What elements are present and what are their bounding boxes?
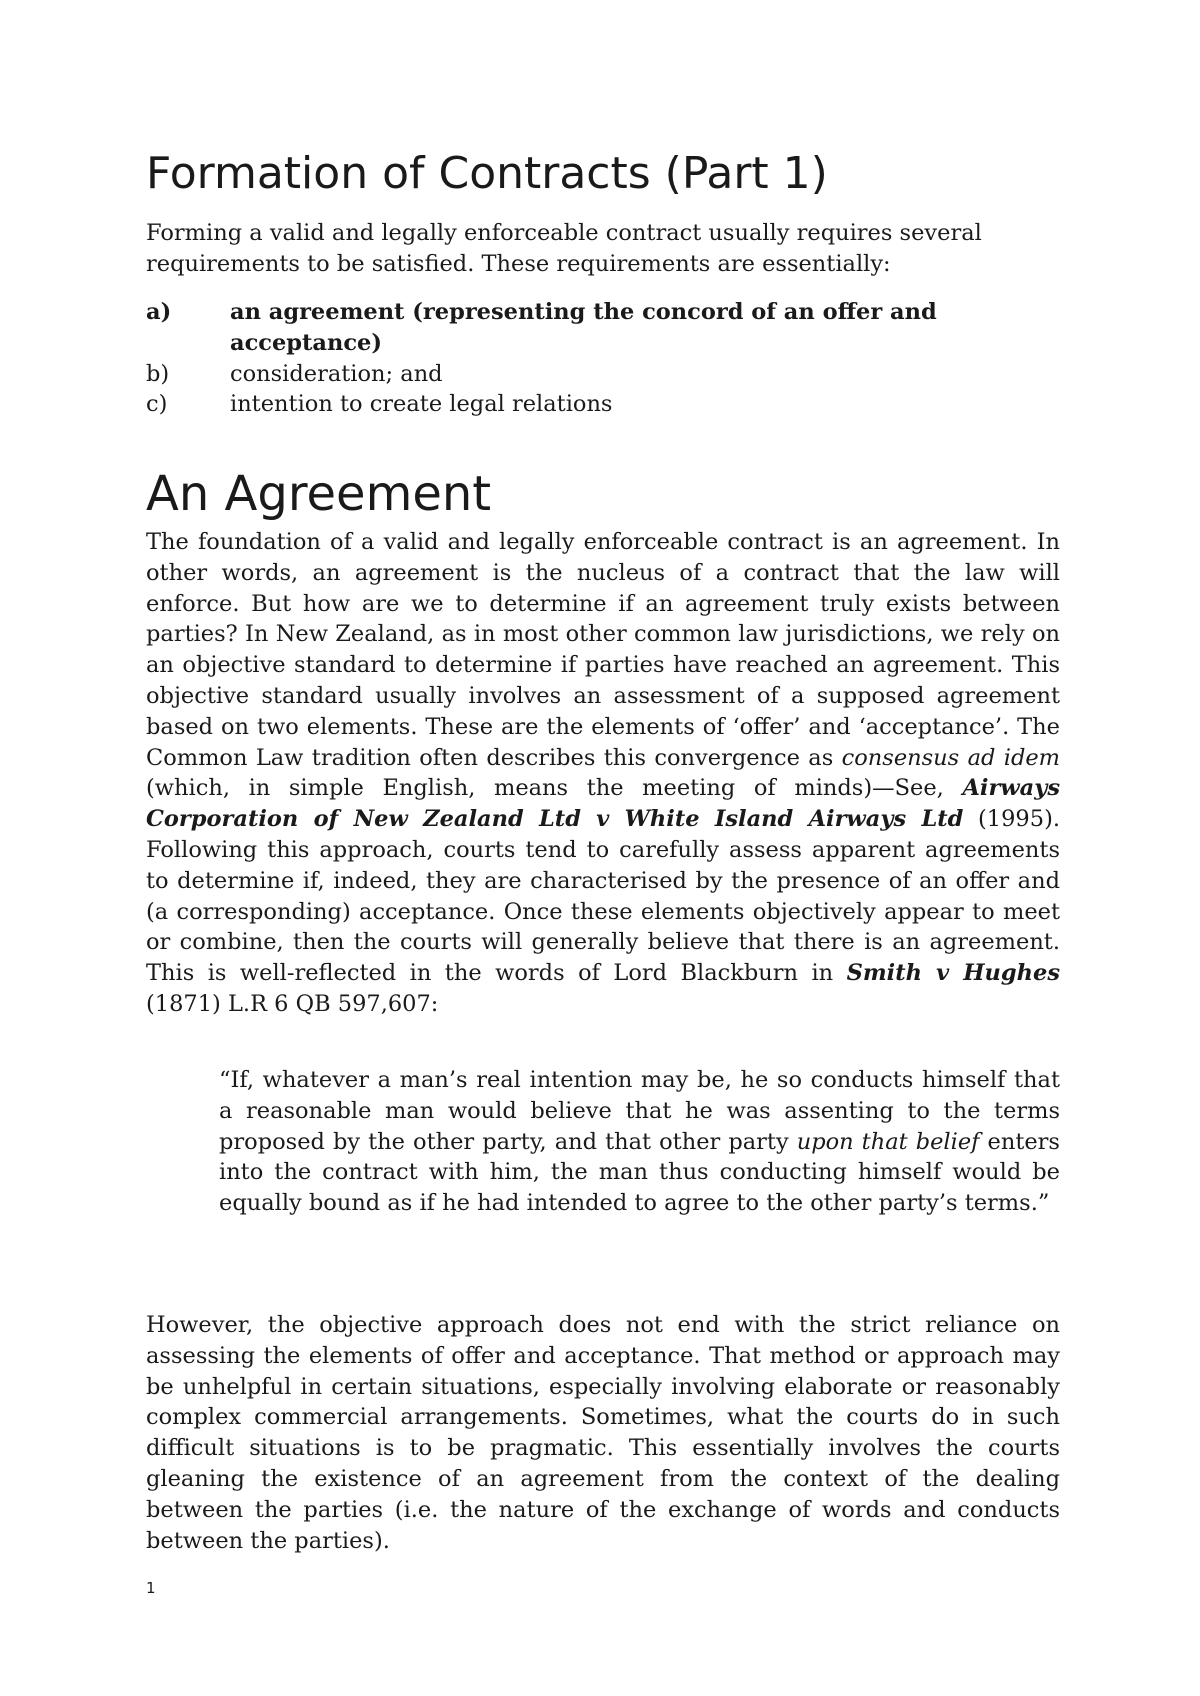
- intro-paragraph: Forming a valid and legally enforceable contract usually requires several requirements to be satisfied. These requirements are essentially:: [146, 220, 982, 277]
- requirements-list: [146, 297, 1060, 420]
- block-quote: [219, 1065, 1060, 1219]
- list-item-text: an agreement (representing the concord of an offer and acceptance): [230, 299, 937, 356]
- list-item: [146, 359, 1060, 390]
- list-item-text: consideration; and: [230, 360, 443, 387]
- section-heading: An Agreement: [146, 466, 492, 522]
- list-item-marker: b): [146, 360, 170, 387]
- document-page: [146, 0, 1060, 1696]
- emphasis: upon that belief: [796, 1128, 980, 1155]
- text-run: (1871) L.R 6 QB 597,607:: [146, 990, 439, 1017]
- list-item-text: intention to create legal relations: [230, 391, 613, 418]
- case-citation: Airways Corporation of New Zealand Ltd v White Island Airways Ltd: [146, 775, 1060, 833]
- agreement-paragraph: [146, 527, 1060, 1020]
- text-run: (1995). Following this approach, courts tend to carefully assess apparent agreements to determine if, indeed, they are characterised by the presence of an offer and (a corresponding) acceptance. Once these elements objectively appear to meet or combine, then the courts will generally believe that there is an agreement. This is well-reflected in the words of Lord Blackburn in: [146, 806, 1060, 987]
- list-item: [146, 389, 1060, 420]
- list-item: [146, 297, 1060, 359]
- document-title: Formation of Contracts (Part 1): [146, 148, 828, 199]
- case-citation: Smith v Hughes: [846, 960, 1060, 987]
- objective-approach-paragraph: However, the objective approach does not end with the strict reliance on assessing the elements of offer and acceptance. That method or approach may be unhelpful in certain situations, especially involving elaborate or reasonably complex commercial arrangements. Sometimes, what the courts do in such difficult situations is to be pragmatic. This essentially involves the courts gleaning the existence of an agreement from the context of the dealing between the parties (i.e. the nature of the exchange of words and conducts between the parties).: [146, 1312, 1060, 1554]
- page-number: 1: [146, 1579, 156, 1597]
- list-item-marker: c): [146, 391, 168, 418]
- text-run: (which, in simple English, means the meeting of minds)—See,: [146, 775, 963, 802]
- text-run: enters into the contract with him, the man thus conducting himself would be equally bound as if he had intended to agree to the other party’s terms.”: [219, 1128, 1060, 1217]
- text-run: “If, whatever a man’s real intention may be, he so conducts himself that a reasonable man would believe that he was assenting to the terms proposed by the other party, and that other party: [219, 1067, 1060, 1155]
- list-item-marker: a): [146, 299, 172, 325]
- text-run: The foundation of a valid and legally enforceable contract is an agreement. In other words, an agreement is the nucleus of a contract that the law will enforce. But how are we to determine if an agreement truly exists between parties? In New Zealand, as in most other common law jurisdictions, we rely on an objective standard to determine if parties have reached an agreement. This objective standard usually involves an assessment of a supposed agreement based on two elements. These are the elements of ‘offer’ and ‘acceptance’. The Common Law tradition often describes this convergence as: [146, 529, 1060, 771]
- latin-phrase: consensus ad idem: [841, 744, 1061, 771]
